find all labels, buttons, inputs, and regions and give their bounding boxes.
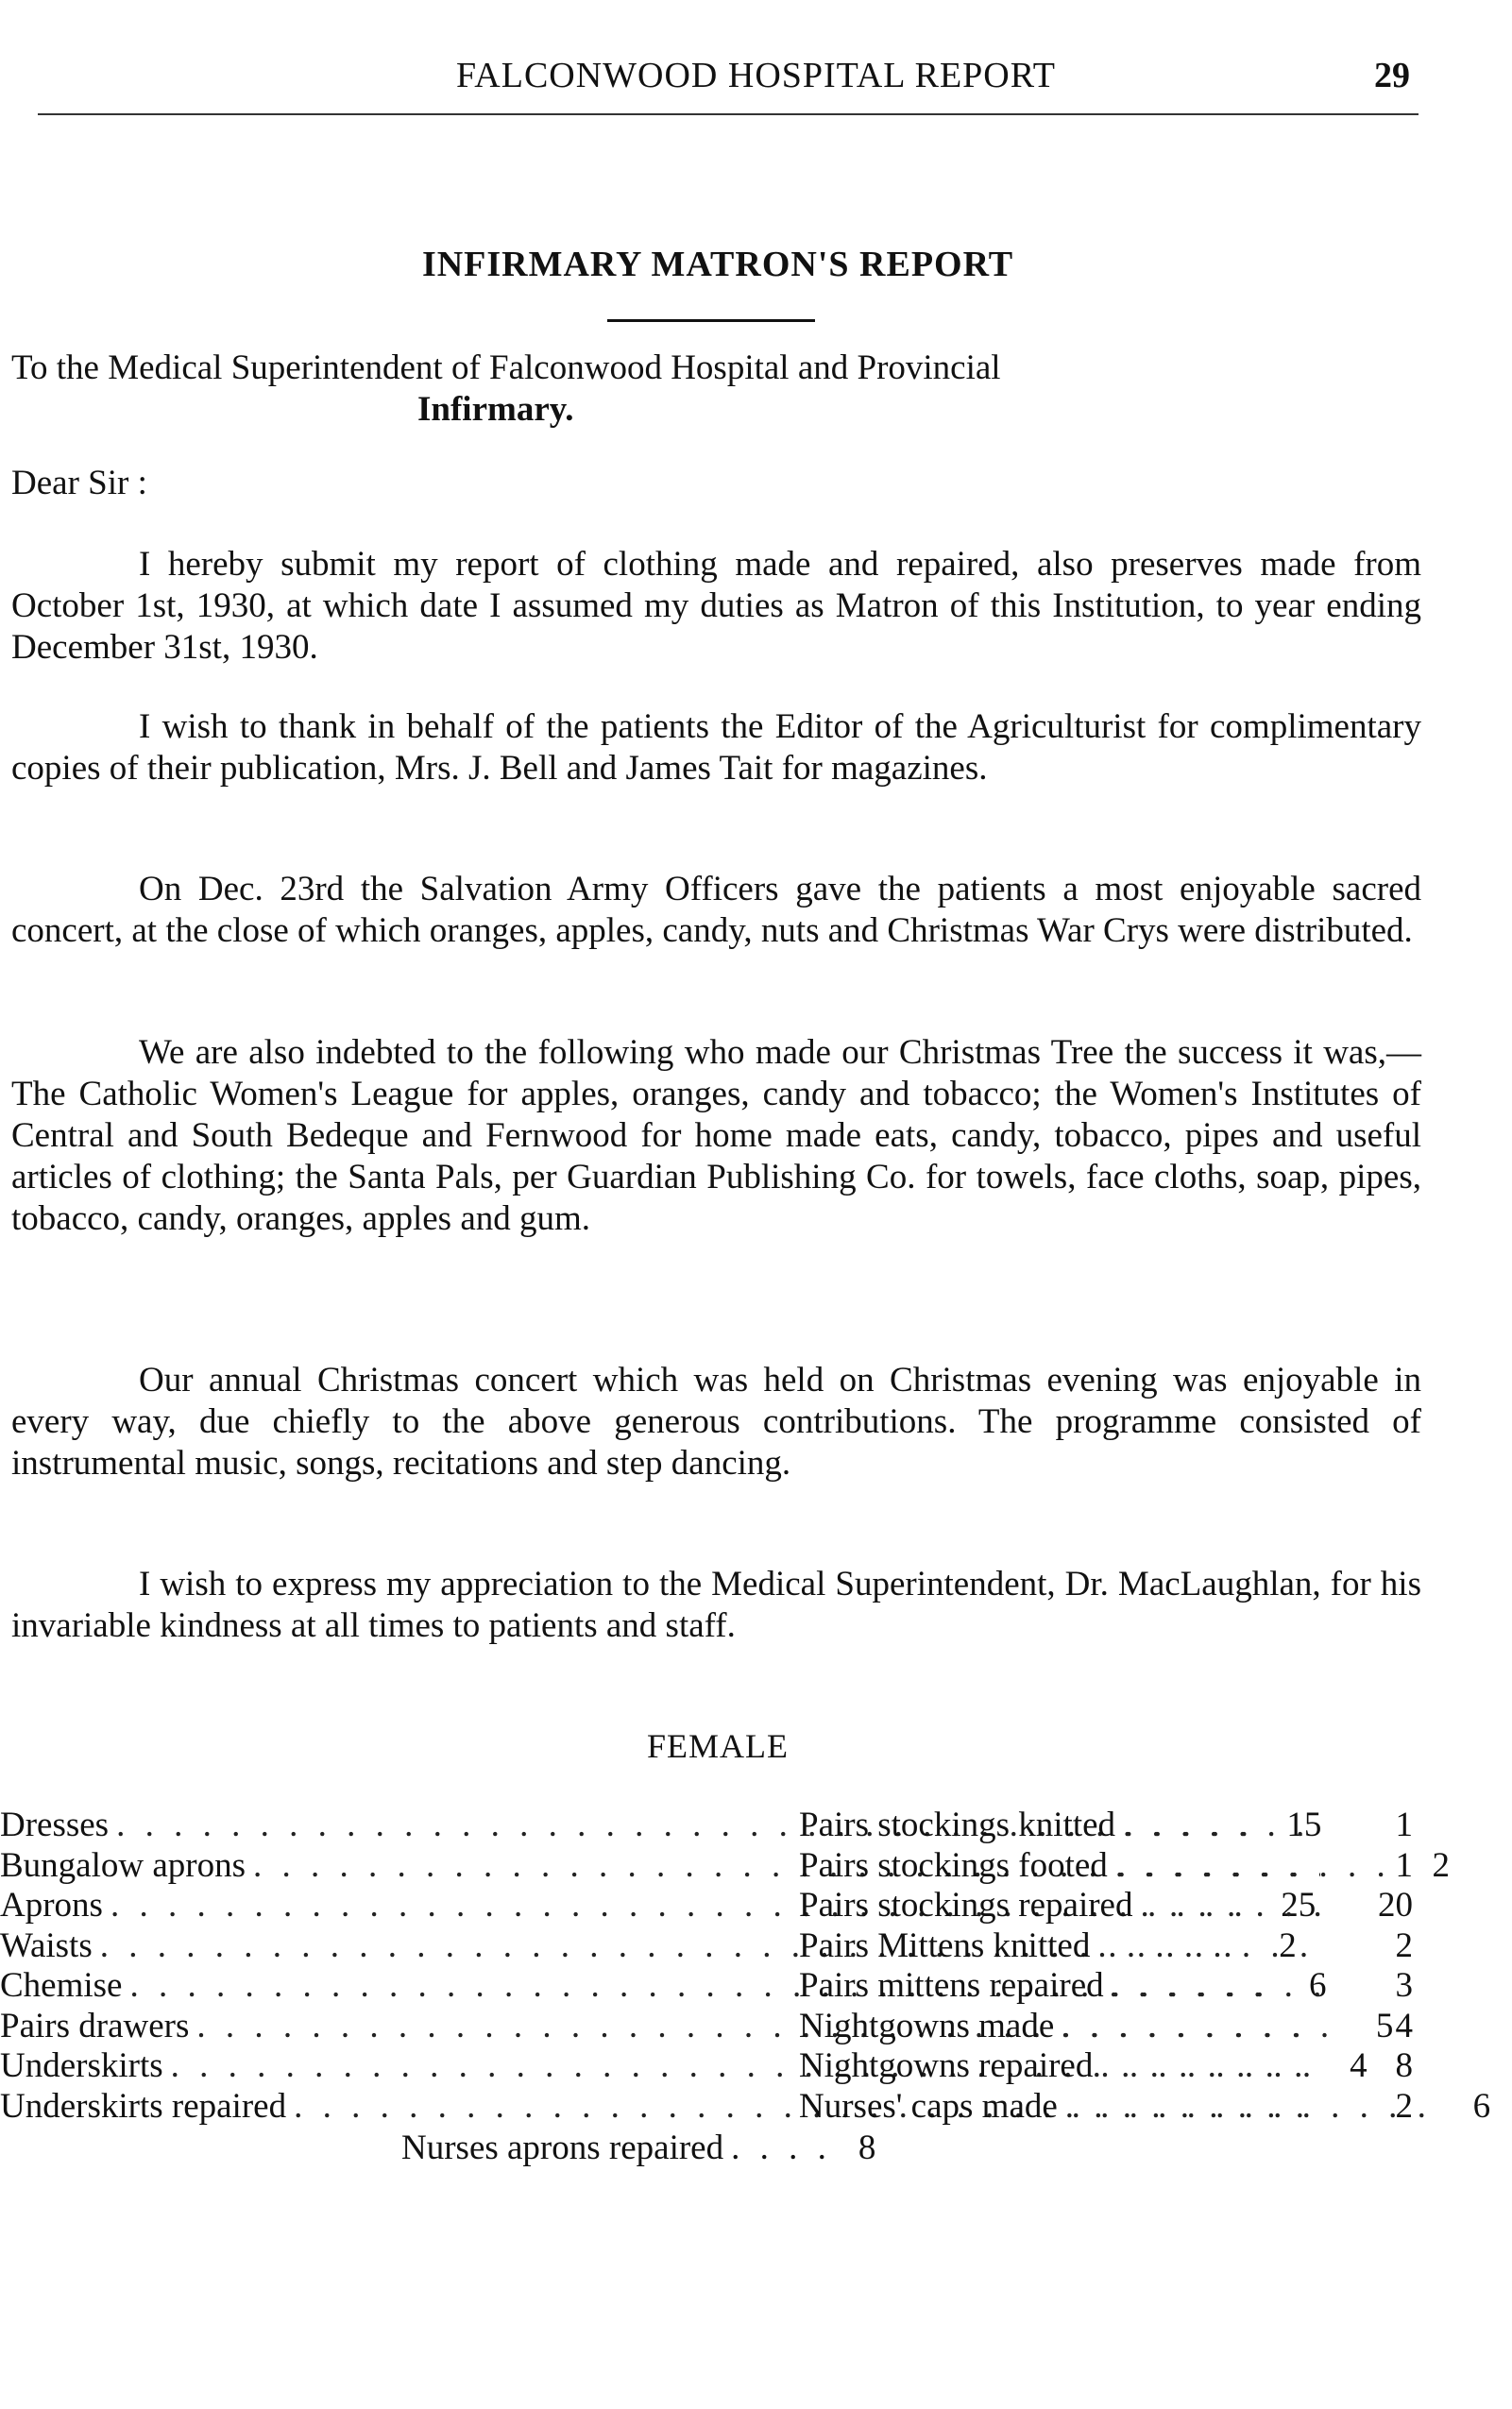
item-count: 6 [1472, 2086, 1491, 2126]
item-label: Pairs mittens repaired [799, 1966, 1104, 2005]
table-row [799, 2007, 1422, 2047]
address-block [11, 348, 1421, 431]
paragraph: We are also indebted to the following who made our Christmas Tree the success it was,— The Catholic Women's League for apples, oranges, candy and tobacco; the Women's Institutes of Central and South Bedeque and Fernwood for home made eats, candy, tobacco, pipes and useful articles of clothing; the Santa Pals, per Guardian Publishing Co. for towels, face cloths, soap, pipes, tobacco, candy, oranges, apples and gum. [11, 1033, 1421, 1238]
item-count: 8 [858, 2129, 876, 2167]
item-count: 1 [1395, 1806, 1413, 1844]
table-row [799, 1806, 1422, 1846]
dot-leader [1115, 1846, 1320, 1887]
paragraph: I wish to express my appreciation to the Medical Superintendent, Dr. MacLaughlan, for his invariable kindness at all times to patients and staff. [11, 1565, 1421, 1645]
dot-leader [1123, 1806, 1320, 1846]
table-row [799, 1926, 1422, 1967]
item-count: 2 [1395, 2086, 1413, 2126]
item-count: 4 [1350, 2046, 1368, 2085]
dot-leader [1065, 2087, 1320, 2128]
item-count: 1 [1395, 1845, 1413, 1885]
item-label: Nurses' caps made [799, 2086, 1058, 2126]
header-rule [38, 113, 1419, 115]
item-label: Underskirts repaired [0, 2086, 287, 2126]
female-table-heading: FEMALE [647, 1727, 789, 1765]
paragraph: I wish to thank in behalf of the patients the Editor of the Agriculturist for complimentary copies of their publication, Mrs. J. Bell and James Tait for magazines. [11, 707, 1421, 788]
item-count: 20 [1378, 1886, 1413, 1925]
item-label: Bungalow aprons [0, 1845, 246, 1885]
item-count: 2 [1279, 1926, 1297, 1965]
item-count: 5 [1375, 2006, 1394, 2045]
paragraph: I hereby submit my report of clothing made and repaired, also preserves made from October 1st, 1930, at which date I assumed my duties as Matron of this Institution, to year ending December 31st, 1930. [11, 545, 1421, 667]
item-label: Underskirts [0, 2046, 163, 2085]
item-count: 4 [1395, 2006, 1413, 2045]
item-count: 15 [1286, 1806, 1322, 1844]
salutation: Dear Sir : [11, 464, 147, 502]
table-footer-row [401, 2128, 1062, 2168]
item-label: Nightgowns repaired [799, 2046, 1094, 2085]
page-number: 29 [1374, 56, 1410, 95]
item-label: Waists [0, 1926, 93, 1965]
address-line-1: To the Medical Superintendent of Falconwood Hospital and Provincial [11, 348, 1001, 387]
report-title: INFIRMARY MATRON'S REPORT [421, 245, 1014, 284]
item-label: Dresses [0, 1806, 110, 1844]
female-table-right-column [799, 1806, 1422, 2127]
dot-leader [1097, 1926, 1320, 1967]
item-count: 6 [1308, 1966, 1327, 2005]
item-label: Nurses aprons repaired [401, 2129, 724, 2167]
item-label: Pairs Mittens knitted [799, 1926, 1091, 1965]
item-count: 2 [1432, 1845, 1450, 1885]
item-label: Pairs stockings knitted [799, 1806, 1116, 1844]
item-count: 3 [1395, 1966, 1413, 2005]
table-row [799, 1966, 1422, 2007]
item-label: Pairs stockings footed [799, 1845, 1108, 1885]
dot-leader [1062, 2007, 1320, 2047]
running-title: FALCONWOOD HOSPITAL REPORT [455, 56, 1057, 95]
dot-leader: . . . . [731, 2129, 832, 2167]
item-count: 2 [1395, 1926, 1413, 1965]
table-row [799, 2046, 1422, 2087]
table-row [799, 1886, 1422, 1926]
item-label: Chemise [0, 1966, 123, 2005]
item-label: Pairs stockings repaired [799, 1886, 1133, 1925]
dot-leader [1140, 1886, 1320, 1926]
dot-leader [1100, 2046, 1320, 2087]
paragraph: On Dec. 23rd the Salvation Army Officers gave the patients a most enjoyable sacred concert, at the close of which oranges, apples, candy, nuts and Christmas War Crys were distributed. [11, 870, 1421, 950]
table-row [799, 2087, 1422, 2128]
item-label: Pairs drawers [0, 2006, 190, 2045]
paragraph: Our annual Christmas concert which was held on Christmas evening was enjoyable in every way, due chiefly to the above generous contributions. The programme consisted of instrumental music, songs, recitations and step dancing. [11, 1361, 1421, 1483]
table-row [799, 1846, 1422, 1887]
dot-leader [1112, 1966, 1320, 2007]
item-count: 8 [1395, 2046, 1413, 2085]
address-line-2: Infirmary. [417, 390, 574, 429]
item-label: Nightgowns made [799, 2006, 1055, 2045]
item-label: Aprons [0, 1886, 103, 1925]
title-rule [607, 319, 815, 322]
item-count: 25 [1281, 1886, 1317, 1925]
